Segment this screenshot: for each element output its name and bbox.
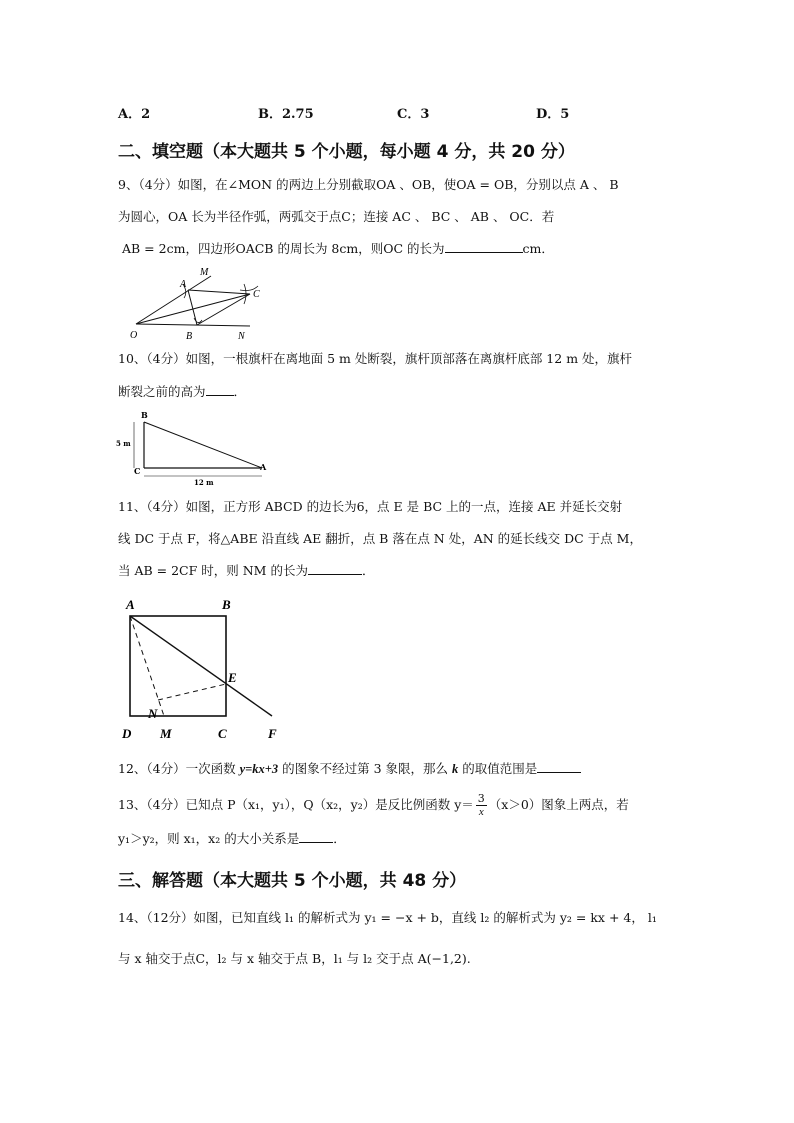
q11-label-d: D [122,726,132,741]
q12-text-c: 的取值范围是 [458,761,538,776]
option-d: D．5 [536,107,570,122]
q11-label-m: M [160,726,172,741]
q11-line1: 11、（4分）如图，正方形 ABCD 的边长为6，点 E 是 BC 上的一点，连接 AE 并延长交射 [118,499,623,514]
q9-answer-blank[interactable] [445,240,523,253]
q10-line2-end: ． [233,384,247,399]
q13-numerator: 3 [477,792,485,805]
q11-line2: 线 DC 于点 F，将△ABE 沿直线 AE 翻折，点 B 落在点 N 处，AN 的延长线交 DC 于点 M， [118,531,642,546]
q9-line3-unit: cm． [522,241,554,256]
q10-label-a: A [260,462,267,472]
q11-label-b: B [222,597,231,612]
q11-line-af [130,616,272,716]
q11-dashed-am [130,616,164,716]
q12-answer-blank[interactable] [537,760,581,773]
q10-label-c: C [134,466,141,476]
q11-line3-end: ． [361,563,375,578]
q13-text-a: 13、（4分）已知点 P（x₁，y₁），Q（x₂，y₂）是反比例函数 y＝ [118,797,474,812]
q9-figure [128,262,268,344]
section-fill-in-heading: 二、填空题（本大题共 5 个小题，每小题 4 分，共 20 分） [118,142,575,162]
q10-line2-text: 断裂之前的高为 [118,384,206,399]
q9-line3 [122,240,554,258]
q13-line2-text: y₁＞y₂，则 x₁，x₂ 的大小关系是 [118,831,300,846]
q11-answer-blank[interactable] [308,562,362,575]
option-c: C．3 [397,107,430,122]
q9-ray-on [136,324,250,326]
q9-segment-ab [188,290,197,325]
q12-line [118,760,581,778]
q14-line2: 与 x 轴交于点C，l₂ 与 x 轴交于点 B，l₁ 与 l₂ 交于点 A(−1,2). [118,951,471,966]
q10-line2 [118,383,246,401]
q11-label-n: N [148,706,158,721]
q9-label-a: A [180,279,187,290]
q10-figure [114,408,274,488]
q10-broken-top [144,422,262,468]
q11-label-f: F [268,726,277,741]
q10-line1: 10、（4分）如图，一根旗杆在离地面 5 m 处断裂，旗杆顶部落在离旗杆底部 12 m 处，旗杆 [118,351,633,366]
q13-answer-blank[interactable] [299,830,333,843]
q10-height-label: 5 m [116,439,131,448]
q13-line2 [118,830,346,848]
q9-label-m: M [200,267,209,278]
q13-text-b: （x＞0）图象上两点，若 [488,797,629,812]
q12-text-a: 12、（4分）一次函数 [118,761,240,776]
q9-label-o: O [130,330,138,341]
q13-denominator: x [478,806,484,818]
q14-line1: 14、（12分）如图，已知直线 l₁ 的解析式为 y₁ = −x + b，直线 l₂ 的解析式为 y₂ = kx + 4， l₁ [118,910,657,925]
q11-line3 [118,562,374,580]
q13-fraction [476,793,487,818]
q10-base-label: 12 m [194,478,214,487]
q9-line3-text: AB = 2cm，四边形OACB 的周长为 8cm，则OC 的长为 [122,241,445,256]
q11-label-c: C [218,726,227,741]
q11-label-e: E [228,670,237,685]
q11-figure [118,596,286,744]
q10-label-b: B [141,410,148,420]
q9-label-c: C [253,289,260,300]
q13-line2-end: ． [333,831,346,846]
q11-line3-text: 当 AB = 2CF 时，则 NM 的长为 [118,563,308,578]
q11-label-a: A [126,597,135,612]
q10-answer-blank[interactable] [206,383,234,396]
option-b: B．2.75 [258,107,314,122]
q12-function: y=kx+3 [239,762,279,776]
q11-square [130,616,226,716]
q12-text-b: 的图象不经过第 3 象限，那么 [278,761,452,776]
q9-segment-bc [197,294,250,325]
q9-label-n: N [238,331,245,342]
q9-ray-om [136,276,211,324]
section-answer-heading: 三、解答题（本大题共 5 个小题，共 48 分） [118,871,467,891]
option-a: A．2 [118,107,151,122]
q9-line1: 9、（4分）如图，在∠MON 的两边上分别截取OA 、OB，使OA = OB，分别以点 A 、 B [118,177,619,192]
q9-label-b: B [186,331,193,342]
q9-segment-ac [188,290,250,294]
q13-line1 [118,792,629,818]
q11-dashed-ne [158,684,226,700]
q12-k: k [452,762,459,776]
q9-line2: 为圆心，OA 长为半径作弧，两弧交于点C；连接 AC 、 BC 、 AB 、 OC．若 [118,209,555,224]
